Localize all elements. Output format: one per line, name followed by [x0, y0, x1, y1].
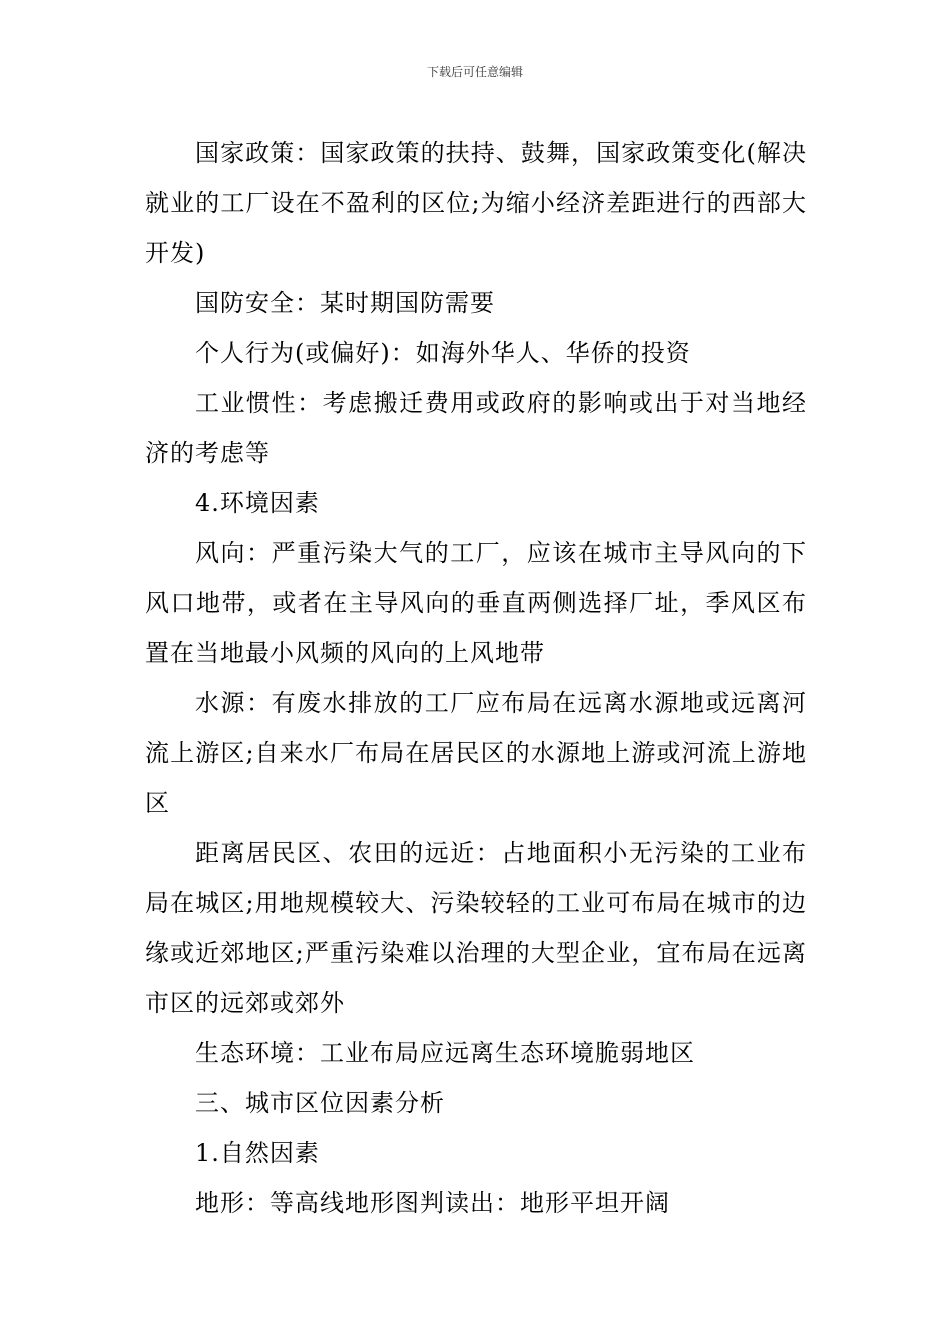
section-heading-natural-factors: 1.自然因素 [195, 1139, 320, 1167]
page-header: 下载后可任意编辑 [426, 65, 523, 79]
section-heading-environment: 4.环境因素 [195, 489, 320, 517]
document-body [145, 128, 807, 1228]
paragraph-wind-direction: 风向：严重污染大气的工厂，应该在城市主导风向的下风口地带，或者在主导风向的垂直两侧选择厂址，季风区布置在当地最小风频的风向的上风地带 [145, 539, 807, 667]
section-heading-city-location: 三、城市区位因素分析 [195, 1089, 445, 1117]
paragraph-national-defense: 国防安全：某时期国防需要 [195, 289, 495, 317]
paragraph-ecological-environment: 生态环境：工业布局应远离生态环境脆弱地区 [195, 1039, 695, 1067]
paragraph-distance-residential: 距离居民区、农田的远近：占地面积小无污染的工业布局在城区;用地规模较大、污染较轻的工业可布局在城市的边缘或近郊地区;严重污染难以治理的大型企业，宜布局在远离市区的远郊或郊外 [145, 839, 807, 1017]
paragraph-terrain: 地形：等高线地形图判读出：地形平坦开阔 [195, 1189, 670, 1217]
paragraph-industrial-inertia: 工业惯性：考虑搬迁费用或政府的影响或出于对当地经济的考虑等 [145, 389, 807, 467]
paragraph-personal-behavior: 个人行为(或偏好)：如海外华人、华侨的投资 [195, 339, 691, 367]
paragraph-water-source: 水源：有废水排放的工厂应布局在远离水源地或远离河流上游区;自来水厂布局在居民区的水源地上游或河流上游地区 [145, 689, 807, 817]
paragraph-national-policy: 国家政策：国家政策的扶持、鼓舞，国家政策变化(解决就业的工厂设在不盈利的区位;为缩小经济差距进行的西部大开发) [145, 139, 807, 267]
